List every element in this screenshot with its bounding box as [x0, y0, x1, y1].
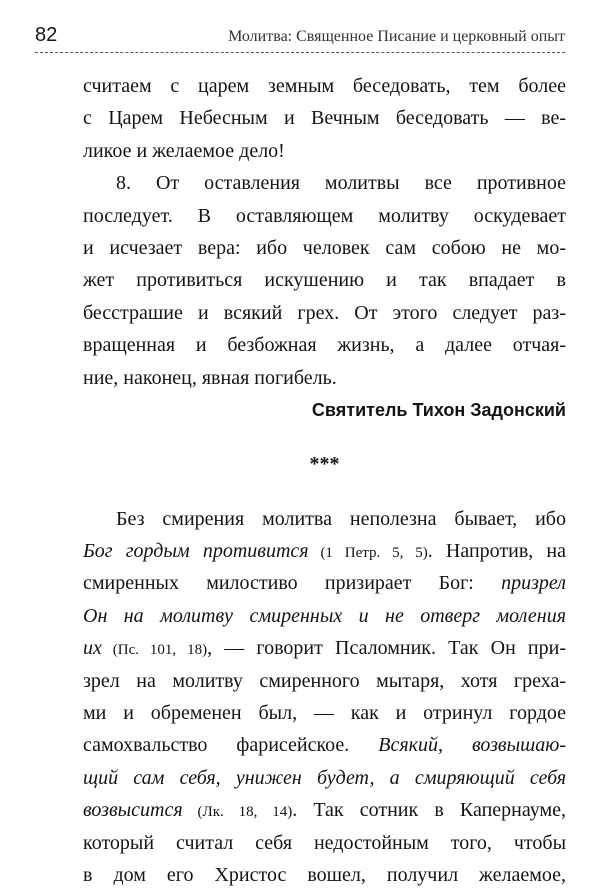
text-segment: . Так сотник в Капернауме,	[292, 799, 566, 822]
scripture-reference: (Пс. 101, 18)	[101, 642, 208, 659]
italic-quote: их	[83, 637, 102, 660]
italic-quote: Бог гордым противится	[83, 540, 309, 563]
text-line	[83, 362, 566, 394]
text-line	[83, 297, 566, 329]
text-line	[83, 232, 566, 264]
text-segment: Святитель Тихон Задонский	[311, 399, 566, 420]
text-segment: ликое и желаемое дело!	[83, 139, 285, 162]
italic-quote: призрел	[501, 572, 566, 595]
text-line	[83, 200, 566, 232]
text-segment: смиренных милостиво призирает Бог:	[83, 572, 502, 595]
section-separator	[83, 448, 566, 480]
text-line	[83, 535, 566, 567]
page-body	[83, 70, 566, 891]
page-number: 82	[35, 24, 58, 46]
text-segment: , — говорит Псаломник. Так Он при-	[207, 637, 566, 660]
text-line	[83, 794, 566, 826]
text-line	[83, 859, 566, 891]
text-line	[83, 329, 566, 361]
text-line	[83, 167, 566, 199]
scripture-reference: (1 Петр. 5, 5)	[308, 545, 428, 562]
text-line	[83, 729, 566, 761]
text-line	[83, 264, 566, 296]
text-segment: и исчезает вера: ибо человек сам собою не мо-	[83, 236, 566, 259]
text-segment: в дом его Христос вошел, получил желаемое,	[83, 863, 566, 886]
author-attribution	[83, 394, 566, 426]
text-segment: ние, наконец, явная погибель.	[83, 366, 337, 389]
text-segment: последует. В оставляющем молитву оскудевает	[83, 204, 566, 227]
text-line	[83, 697, 566, 729]
text-line	[83, 600, 566, 632]
text-segment: самохвальство фарисейское.	[83, 734, 379, 757]
text-segment: зрел на молитву смиренного мытаря, хотя греха-	[83, 669, 566, 692]
text-line	[83, 102, 566, 134]
text-segment: который считал себя недостойным того, чтобы	[83, 831, 566, 854]
text-segment: 8. От оставления молитвы все противное	[116, 172, 566, 195]
text-segment: . Напротив, на	[427, 540, 566, 563]
running-header	[35, 22, 565, 53]
text-line	[83, 503, 566, 535]
text-segment: бесстрашие и всякий грех. От этого следует раз-	[83, 301, 566, 324]
scripture-reference: (Лк. 18, 14)	[182, 804, 293, 821]
text-line	[83, 632, 566, 664]
text-line	[83, 70, 566, 102]
text-segment: вращенная и безбожная жизнь, а далее отчая-	[83, 334, 566, 357]
text-segment: считаем с царем земным беседовать, тем более	[83, 75, 566, 97]
text-line	[83, 827, 566, 859]
italic-quote: щий сам себя, унижен будет, а смиряющий себя	[83, 766, 566, 789]
italic-quote: Всякий, возвышаю-	[378, 734, 566, 757]
running-title: Молитва: Священное Писание и церковный опыт	[228, 28, 565, 45]
italic-quote: Он на молитву смиренных и не отверг моления	[83, 604, 566, 627]
text-segment: ми и обременен был, — как и отринул гордое	[83, 702, 566, 725]
text-segment: ***	[309, 453, 340, 476]
italic-quote: возвысится	[83, 799, 183, 822]
text-segment: Без смирения молитва неполезна бывает, ибо	[116, 507, 566, 530]
text-line	[83, 762, 566, 794]
text-segment: жет противиться искушению и так впадает в	[83, 269, 566, 292]
text-line	[83, 135, 566, 167]
text-segment: с Царем Небесным и Вечным беседовать — ве-	[83, 107, 566, 130]
text-line	[83, 665, 566, 697]
text-line	[83, 567, 566, 599]
